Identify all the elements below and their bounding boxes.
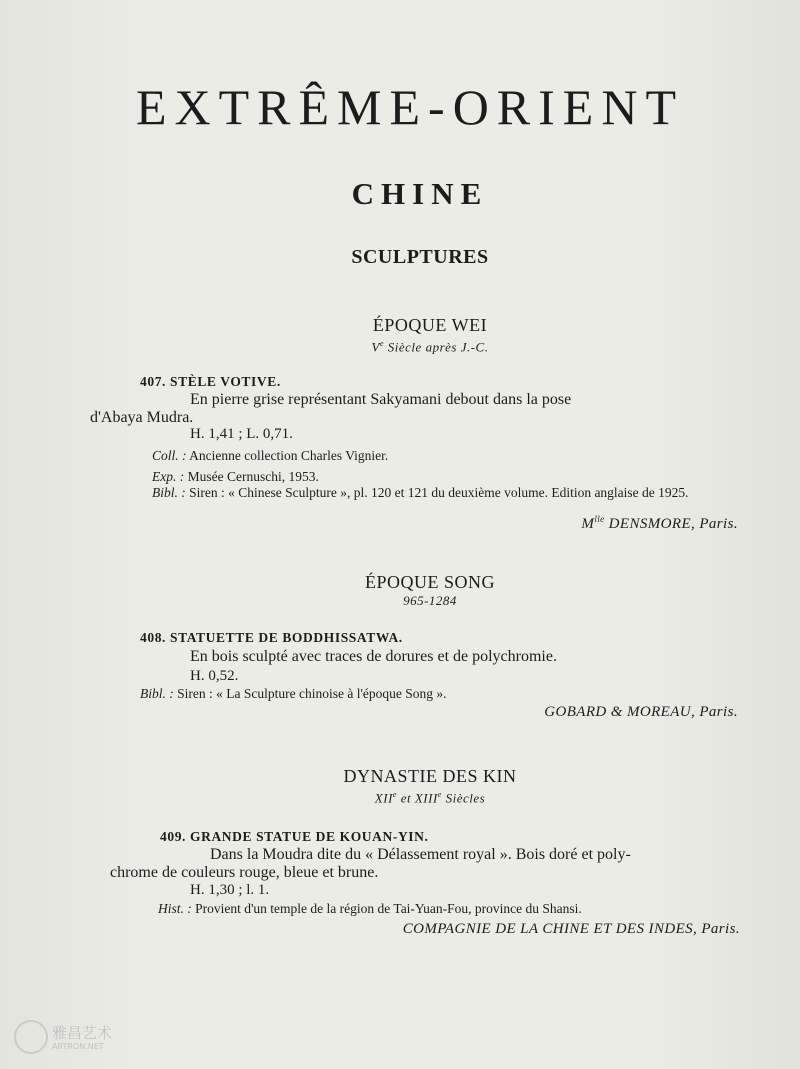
entry-note-exp: Exp. : Musée Cernuschi, 1953. [152,469,319,484]
entry-title: 409. GRANDE STATUE DE KOUAN-YIN. [160,829,429,844]
entry-description: En pierre grise représentant Sakyamani debout dans la pose d'Abaya Mudra. [90,391,572,426]
watermark [14,1018,134,1058]
section-title: ÉPOQUE WEI [372,315,488,335]
watermark-subtext: ARTRON.NET [52,1042,104,1051]
watermark-text: 雅昌艺术 [52,1024,113,1042]
section-subtitle: 965-1284 [403,593,457,608]
section-subtitle: XIIe et XIIIe Siècles [374,790,486,806]
entry-description: Dans la Moudra dite du « Délassement royal ». Bois doré et poly- chrome de couleurs rouge, bleue et brune. [110,846,631,881]
entry-owner: $M^{lle}$ DENSMORE, Paris. [581,514,738,532]
entry-owner: GOBARD & MOREAU, Paris. [544,704,738,720]
entry-dimensions: H. 1,41 ; L. 0,71. [190,426,293,442]
section-title: DYNASTIE DES KIN [343,766,517,786]
entry-owner: COMPAGNIE DE LA CHINE ET DES INDES, Paris. [402,921,740,937]
page-title: EXTRÊME-ORIENT [135,79,685,135]
entry-note-coll: Coll. : Ancienne collection Charles Vignier. [152,448,389,463]
entry-note-bibl: Bibl. : Siren : « La Sculpture chinoise à l'époque Song ». [140,686,447,701]
artron-logo-icon [14,1020,48,1054]
entry-title: 407. STÈLE VOTIVE. [140,374,281,389]
category-heading: SCULPTURES [351,246,489,268]
section-title: ÉPOQUE SONG [364,572,495,592]
entry-note-hist: Hist. : Provient d'un temple de la région de Tai-Yuan-Fou, province du Shansi. [158,901,582,916]
entry-dimensions: H. 0,52. [190,668,239,684]
entry-dimensions: H. 1,30 ; l. 1. [190,882,270,898]
entry-description: En bois sculpté avec traces de dorures et de polychromie. [190,648,557,665]
section-epoque-song [0,571,800,609]
entry-note-bibl: Bibl. : Siren : « Chinese Sculpture », pl. 120 et 121 du deuxième volume. Edition anglaise de 1925. [152,485,689,500]
section-dynastie-des-kin [0,765,800,806]
section-epoque-wei [0,314,800,355]
section-subtitle: Ve Siècle après J.-C. [371,339,489,355]
entry-title: 408. STATUETTE DE BODDHISSATWA. [140,630,403,645]
country-heading: CHINE [351,176,489,211]
